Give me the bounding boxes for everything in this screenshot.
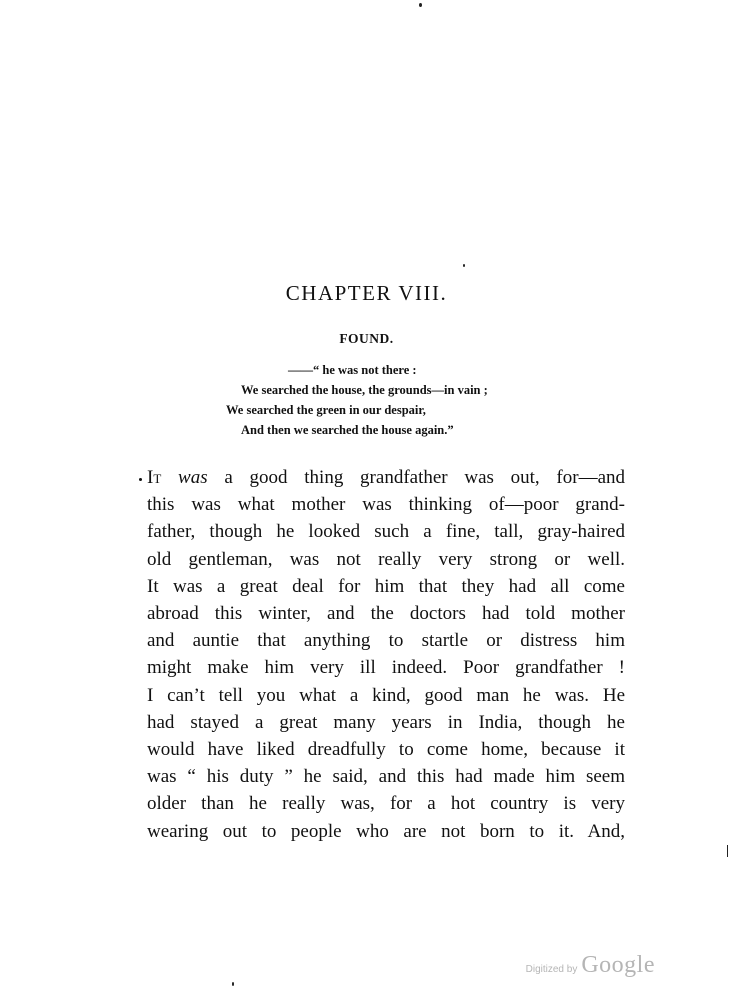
body-line: older than he really was, for a hot country is very [147, 793, 625, 815]
body-line: wearing out to people who are not born to it. And, [147, 820, 625, 842]
body-paragraph [147, 464, 625, 845]
lead-dot-mark [139, 478, 142, 481]
body-line: had stayed a great many years in India, though he [147, 711, 625, 733]
body-line: abroad this winter, and the doctors had told mother [147, 603, 625, 625]
scan-speck-mid [463, 264, 465, 267]
epigraph-line: We searched the house, the grounds—in vain ; [241, 383, 488, 397]
epigraph [226, 360, 566, 440]
scan-speck-bottom [232, 982, 234, 986]
scan-speck-right [727, 845, 728, 857]
chapter-subtitle: FOUND. [339, 331, 394, 346]
body-line: father, though he looked such a fine, tall, gray-haired [147, 521, 625, 543]
chapter-title: CHAPTER VIII. [285, 281, 448, 305]
watermark-prefix: Digitized by [525, 964, 578, 975]
emphasis-word: was [178, 467, 208, 488]
body-line: I can’t tell you what a kind, good man he was. He [147, 684, 625, 706]
epigraph-line: And then we searched the house again.” [241, 423, 454, 437]
opening-line-rest: a good thing grandfather was out, for—and [207, 467, 626, 488]
google-logo: Google [581, 952, 655, 978]
scan-speck-top [419, 3, 422, 7]
body-line: was “ his duty ” he said, and this had made him seem [147, 766, 625, 788]
epigraph-line: ——“ he was not there : [288, 363, 417, 377]
body-line-first [147, 464, 625, 491]
digitized-watermark [526, 952, 655, 979]
body-line: It was a great deal for him that they had all come [147, 575, 625, 597]
body-line: might make him very ill indeed. Poor grandfather ! [147, 657, 625, 679]
opening-word: It [147, 467, 162, 488]
body-line: this was what mother was thinking of—poor grand- [147, 494, 625, 516]
body-line: and auntie that anything to startle or distress him [147, 630, 625, 652]
body-line: would have liked dreadfully to come home, because it [147, 739, 625, 761]
body-line: old gentleman, was not really very strong or well. [147, 548, 625, 570]
epigraph-line: We searched the green in our despair, [226, 403, 426, 417]
